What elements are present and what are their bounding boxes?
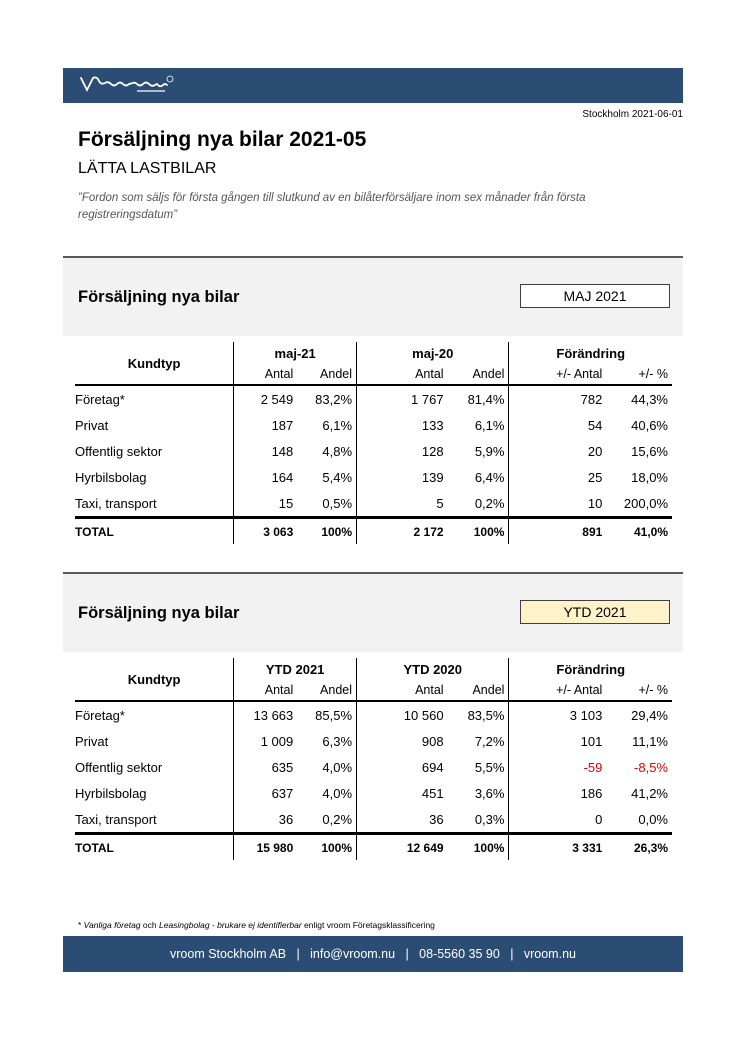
total-row — [75, 834, 672, 861]
change-abs-cell: 0 — [509, 806, 606, 834]
footer-bar — [63, 936, 683, 972]
andel-cell: 0,2% — [474, 495, 505, 511]
change-pct-cell: 40,6% — [631, 417, 668, 433]
change-abs-cell: 3 331 — [509, 834, 606, 861]
table-row — [75, 490, 672, 518]
change-pct-cell: 18,0% — [631, 469, 668, 485]
andel-cell: 81,4% — [467, 391, 505, 407]
group-current: YTD 2021 — [234, 658, 357, 680]
page-subtitle: LÄTTA LASTBILAR — [78, 160, 217, 177]
andel-cell: 6,3% — [322, 733, 353, 749]
antal-cell: 2 172 — [357, 518, 448, 545]
andel-cell: 100% — [448, 518, 509, 545]
antal-cell: 3 063 — [234, 518, 298, 545]
change-abs-cell: 3 103 — [509, 701, 606, 728]
antal-cell: 5 — [357, 490, 448, 518]
change-abs-cell: 101 — [509, 728, 606, 754]
kundtyp-cell: TOTAL — [75, 518, 234, 545]
antal-cell: 2 549 — [234, 385, 298, 412]
change-pct-cell: 11,1% — [632, 733, 668, 749]
andel-cell: 83,5% — [467, 707, 505, 723]
table-row — [75, 728, 672, 754]
antal-cell: 15 — [234, 490, 298, 518]
andel-cell: 4,0% — [322, 759, 353, 775]
sub-antal: Antal — [357, 680, 448, 701]
antal-cell: 13 663 — [234, 701, 298, 728]
month-body — [75, 385, 672, 544]
kundtyp-cell: Privat — [75, 417, 109, 433]
footnote-star: * — [78, 920, 84, 930]
sales-table-month — [75, 342, 672, 544]
antal-cell: 36 — [357, 806, 448, 834]
antal-cell: 10 560 — [357, 701, 448, 728]
antal-cell: 164 — [234, 464, 298, 490]
antal-cell: 1 767 — [357, 385, 448, 412]
period-box: MAJ 2021 — [520, 284, 670, 308]
antal-cell: 908 — [357, 728, 448, 754]
kundtyp-cell: Taxi, transport — [75, 495, 157, 511]
sub-andel: Andel — [448, 364, 509, 385]
andel-cell: 0,2% — [322, 811, 353, 827]
andel-cell: 83,2% — [315, 391, 353, 407]
kundtyp-cell: Hyrbilsbolag — [75, 469, 147, 485]
sub-antal: Antal — [357, 364, 448, 385]
andel-cell: 3,6% — [474, 785, 505, 801]
kundtyp-cell: Företag* — [75, 707, 125, 723]
antal-cell: 12 649 — [357, 834, 448, 861]
sub-andel: Andel — [448, 680, 509, 701]
change-pct-cell: 0,0% — [638, 811, 668, 827]
change-pct-cell: 41,2% — [631, 785, 668, 801]
change-pct-cell: 26,3% — [606, 834, 672, 861]
table-row — [75, 780, 672, 806]
andel-cell: 6,1% — [322, 417, 353, 433]
footnote-term1: Vanliga företag — [83, 920, 141, 930]
antal-cell: 133 — [357, 412, 448, 438]
kundtyp-cell: TOTAL — [75, 834, 234, 861]
group-current: maj-21 — [234, 342, 357, 364]
antal-cell: 128 — [357, 438, 448, 464]
kundtyp-cell: Hyrbilsbolag — [75, 785, 147, 801]
change-pct-cell: 15,6% — [631, 443, 668, 459]
header-bar — [63, 68, 683, 103]
group-change: Förändring — [509, 342, 672, 364]
antal-cell: 635 — [234, 754, 298, 780]
sub-change-abs: +/- Antal — [509, 364, 606, 385]
group-change: Förändring — [509, 658, 672, 680]
footnote — [78, 920, 435, 930]
table-row — [75, 754, 672, 780]
change-pct-cell: -8,5% — [634, 759, 668, 775]
date-line: Stockholm 2021-06-01 — [582, 109, 683, 120]
kundtyp-cell: Företag* — [75, 391, 125, 407]
col-kundtyp: Kundtyp — [75, 342, 234, 385]
change-pct-cell: 41,0% — [606, 518, 672, 545]
table-row — [75, 385, 672, 412]
antal-cell: 139 — [357, 464, 448, 490]
andel-cell: 5,5% — [474, 759, 505, 775]
change-abs-cell: 54 — [509, 412, 606, 438]
ytd-section — [63, 572, 683, 855]
kundtyp-cell: Privat — [75, 733, 109, 749]
andel-cell: 0,5% — [322, 495, 353, 511]
andel-cell: 100% — [297, 518, 356, 545]
sales-table-ytd — [75, 658, 672, 860]
antal-cell: 36 — [234, 806, 298, 834]
sub-antal: Antal — [234, 680, 298, 701]
sub-antal: Antal — [234, 364, 298, 385]
kundtyp-cell: Offentlig sektor — [75, 759, 163, 775]
sub-change-pct: +/- % — [606, 680, 672, 701]
andel-cell: 100% — [448, 834, 509, 861]
change-abs-cell: 186 — [509, 780, 606, 806]
group-previous: YTD 2020 — [357, 658, 509, 680]
sub-andel: Andel — [297, 364, 356, 385]
antal-cell: 694 — [357, 754, 448, 780]
kundtyp-cell: Taxi, transport — [75, 811, 157, 827]
change-pct-cell: 200,0% — [623, 495, 668, 511]
section-title: Försäljning nya bilar — [78, 604, 240, 622]
change-abs-cell: 25 — [509, 464, 606, 490]
andel-cell: 0,3% — [474, 811, 505, 827]
section-header — [63, 572, 683, 652]
andel-cell: 85,5% — [315, 707, 353, 723]
andel-cell: 7,2% — [474, 733, 505, 749]
group-previous: maj-20 — [357, 342, 509, 364]
col-kundtyp: Kundtyp — [75, 658, 234, 701]
antal-cell: 15 980 — [234, 834, 298, 861]
antal-cell: 451 — [357, 780, 448, 806]
footnote-and: och — [140, 920, 159, 930]
andel-cell: 4,0% — [322, 785, 353, 801]
andel-cell: 5,9% — [474, 443, 505, 459]
change-pct-cell: 29,4% — [631, 707, 668, 723]
change-abs-cell: 891 — [509, 518, 606, 545]
table-row — [75, 806, 672, 834]
section-title: Försäljning nya bilar — [78, 288, 240, 306]
section-header — [63, 256, 683, 336]
ytd-body — [75, 701, 672, 860]
change-abs-cell: 782 — [509, 385, 606, 412]
andel-cell: 6,4% — [474, 469, 505, 485]
footer-contact: vroom Stockholm AB | info@vroom.nu | 08-5560 35 90 | vroom.nu — [170, 947, 576, 961]
antal-cell: 637 — [234, 780, 298, 806]
change-abs-cell: 10 — [509, 490, 606, 518]
sub-andel: Andel — [297, 680, 356, 701]
andel-cell: 5,4% — [322, 469, 353, 485]
change-abs-cell: -59 — [509, 754, 606, 780]
andel-cell: 4,8% — [322, 443, 353, 459]
table-row — [75, 464, 672, 490]
table-row — [75, 701, 672, 728]
sub-change-abs: +/- Antal — [509, 680, 606, 701]
footnote-term2: Leasingbolag - brukare ej identifierbar — [158, 920, 302, 930]
footnote-rest: enligt vroom Företagsklassificering — [301, 920, 435, 930]
antal-cell: 187 — [234, 412, 298, 438]
vroom-logo — [77, 72, 197, 98]
definition-text: ”Fordon som säljs för första gången till slutkund av en bilåterförsäljare inom sex månader från första registreringsdatum” — [78, 192, 586, 221]
kundtyp-cell: Offentlig sektor — [75, 443, 163, 459]
period-box: YTD 2021 — [520, 600, 670, 624]
andel-cell: 6,1% — [474, 417, 505, 433]
antal-cell: 148 — [234, 438, 298, 464]
antal-cell: 1 009 — [234, 728, 298, 754]
table-row — [75, 438, 672, 464]
sub-change-pct: +/- % — [606, 364, 672, 385]
page-title: Försäljning nya bilar 2021-05 — [78, 128, 367, 151]
andel-cell: 100% — [297, 834, 356, 861]
table-row — [75, 412, 672, 438]
change-abs-cell: 20 — [509, 438, 606, 464]
month-section — [63, 256, 683, 539]
change-pct-cell: 44,3% — [631, 391, 668, 407]
total-row — [75, 518, 672, 545]
